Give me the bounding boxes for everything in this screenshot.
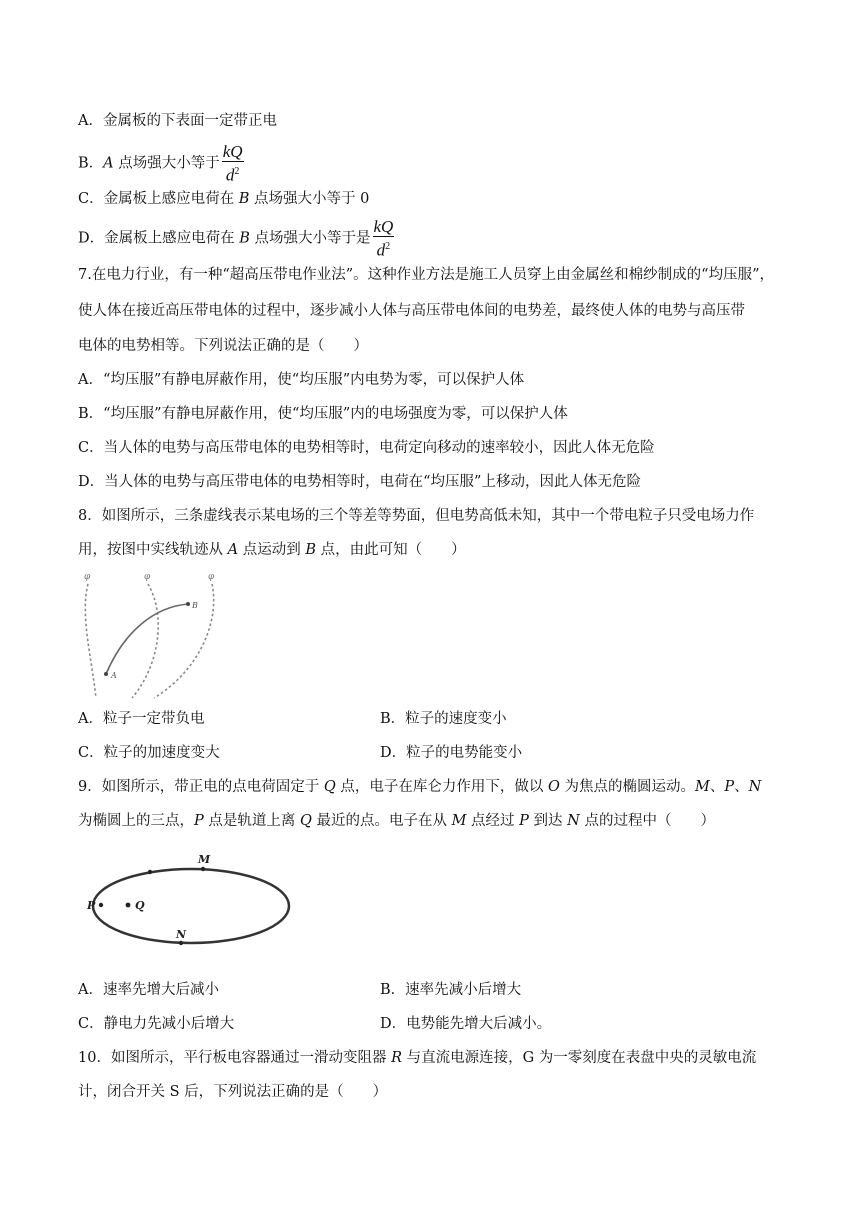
q9-stem-var: Q	[299, 813, 312, 829]
q7-stem-line3: 电体的电势相等。下列说法正确的是（ ）	[78, 338, 368, 354]
label-m: M	[198, 853, 211, 866]
q6-option-b-fraction	[222, 142, 244, 185]
q10-stem-text: 与直流电源连接，G 为一零刻度在表盘中央的灵敏电流	[401, 1050, 757, 1066]
point-b-dot	[186, 602, 190, 606]
q9-stem-text: 、	[734, 779, 749, 795]
q10-stem-line1	[78, 1048, 756, 1068]
q7-option-a: A．“均压服”有静电屏蔽作用，使“均压服”内电势为零，可以保护人体	[78, 372, 525, 388]
q8-stem-text: 用，按图中实线轨迹从	[78, 542, 228, 558]
q6-option-d-prefix: D．金属板上感应电荷在	[78, 230, 240, 247]
q9-stem-text: 点，电子在库仑力作用下，做以	[335, 779, 548, 795]
q9-option-d: D．电势能先增大后减小。	[380, 1016, 552, 1032]
q8-stem-var: B	[305, 542, 316, 558]
q6-option-b	[78, 142, 246, 185]
q6-option-c-var: B	[238, 191, 250, 207]
q9-stem-text: 为焦点的椭圆运动。	[559, 779, 695, 795]
point-p-dot	[99, 903, 103, 907]
phi-label-2: φ	[144, 572, 151, 582]
fraction-den-exp: 2	[385, 241, 391, 252]
q6-option-d-var: B	[239, 230, 250, 247]
orbit-dot	[148, 870, 152, 874]
q8-equipotential-figure	[70, 570, 230, 700]
fraction-den-exp: 2	[234, 166, 240, 177]
q9-stem-var: N	[567, 813, 580, 829]
q10-stem-text: 10．如图所示，平行板电容器通过一滑动变阻器	[78, 1050, 392, 1066]
q9-stem-text: 点的过程中（ ）	[579, 813, 715, 829]
ellipse-orbit	[93, 869, 289, 943]
q8-stem-text: 点运动到	[238, 542, 306, 558]
q7-stem-line1: 7.在电力行业，有一种“超高压带电作业法”。这种作业方法是施工人员穿上由金属丝和棉纱制成的“均压服”，	[78, 267, 774, 283]
q9-stem-text: 到达	[528, 813, 568, 829]
fraction-den-base: d	[376, 240, 386, 260]
q9-stem-text: 为椭圆上的三点，	[78, 813, 194, 829]
q8-stem-var: A	[227, 542, 239, 558]
label-p: P	[87, 899, 96, 912]
q8-option-a: A．粒子一定带负电	[78, 711, 205, 727]
q8-stem-text: 点，由此可知（ ）	[315, 542, 466, 558]
q9-option-b: B．速率先减小后增大	[380, 982, 522, 998]
phi-label-1: φ	[84, 572, 91, 582]
q6-option-a: A．金属板的下表面一定带正电	[78, 113, 277, 129]
q9-stem-text: 点是轨道上离	[203, 813, 300, 829]
q8-stem-line2	[78, 540, 466, 560]
q6-option-b-var: A	[103, 155, 114, 172]
phi-label-3: φ	[208, 572, 215, 582]
q6-option-c-prefix: C．金属板上感应电荷在	[78, 191, 239, 207]
q9-option-a: A．速率先增大后减小	[78, 982, 219, 998]
q10-stem-var: R	[391, 1050, 402, 1066]
q9-stem-var: P	[519, 813, 529, 829]
q9-stem-line2	[78, 811, 715, 831]
q9-stem-text: 点经过	[466, 813, 520, 829]
q6-option-b-text: 点场强大小等于	[113, 155, 220, 172]
label-b: B	[192, 601, 198, 610]
point-m-dot	[201, 867, 205, 871]
q9-stem-var: O	[547, 779, 560, 795]
q9-option-c: C．静电力先减小后增大	[78, 1016, 235, 1032]
q6-option-c-text: 点场强大小等于 0	[249, 191, 370, 207]
label-q: Q	[135, 899, 145, 912]
q7-option-b: B．“均压服”有静电屏蔽作用，使“均压服”内的电场强度为零，可以保护人体	[78, 406, 568, 422]
q9-stem-text: 9．如图所示，带正电的点电荷固定于	[78, 779, 324, 795]
q6-option-d	[78, 217, 396, 260]
q9-stem-line1	[78, 777, 761, 797]
fraction-numerator: kQ	[222, 142, 243, 161]
fraction-numerator: kQ	[373, 217, 394, 236]
q10-stem-line2: 计，闭合开关 S 后，下列说法正确的是（ ）	[78, 1084, 388, 1100]
q8-option-c: C．粒子的加速度变大	[78, 745, 220, 761]
label-n: N	[176, 928, 187, 941]
particle-trajectory	[106, 604, 188, 674]
q8-option-b: B．粒子的速度变小	[380, 711, 507, 727]
q8-option-d: D．粒子的电势能变小	[380, 745, 523, 761]
q9-stem-var: N	[748, 779, 762, 795]
point-q-dot	[126, 903, 131, 908]
fraction-denominator	[373, 237, 395, 260]
q6-option-d-fraction	[373, 217, 395, 260]
q6-option-c	[78, 189, 369, 209]
q9-stem-var: Q	[323, 779, 336, 795]
label-a: A	[111, 671, 117, 680]
q9-stem-var: M	[451, 813, 467, 829]
equipotential-line-3	[154, 584, 214, 698]
q7-option-c: C．当人体的电势与高压带电体的电势相等时，电荷定向移动的速率较小，因此人体无危险	[78, 440, 655, 456]
equipotential-line-2	[132, 584, 158, 698]
q8-stem-line1: 8．如图所示，三条虚线表示某电场的三个等差等势面，但电势高低未知，其中一个带电粒子只受电场力作	[78, 508, 755, 524]
q9-stem-var: P	[194, 813, 204, 829]
q9-stem-var: M	[694, 779, 710, 795]
q7-option-d: D．当人体的电势与高压带电体的电势相等时，电荷在“均压服”上移动，因此人体无危险	[78, 474, 641, 490]
equipotential-line-1	[85, 584, 96, 698]
point-n-dot	[179, 941, 183, 945]
q9-stem-text: 、	[709, 779, 725, 795]
q9-stem-text: 最近的点。电子在从	[311, 813, 452, 829]
q7-stem-line2: 使人体在接近高压带电体的过程中，逐步减小人体与高压带电体间的电势差，最终使人体的电势与高压带	[78, 303, 745, 319]
q6-option-b-prefix: B．	[78, 155, 104, 172]
q6-option-d-text: 点场强大小等于是	[249, 230, 371, 247]
q9-stem-var: P	[724, 779, 735, 795]
point-a-dot	[104, 672, 108, 676]
fraction-denominator	[222, 162, 244, 185]
q9-ellipse-figure	[84, 848, 299, 948]
fraction-den-base: d	[225, 165, 235, 185]
